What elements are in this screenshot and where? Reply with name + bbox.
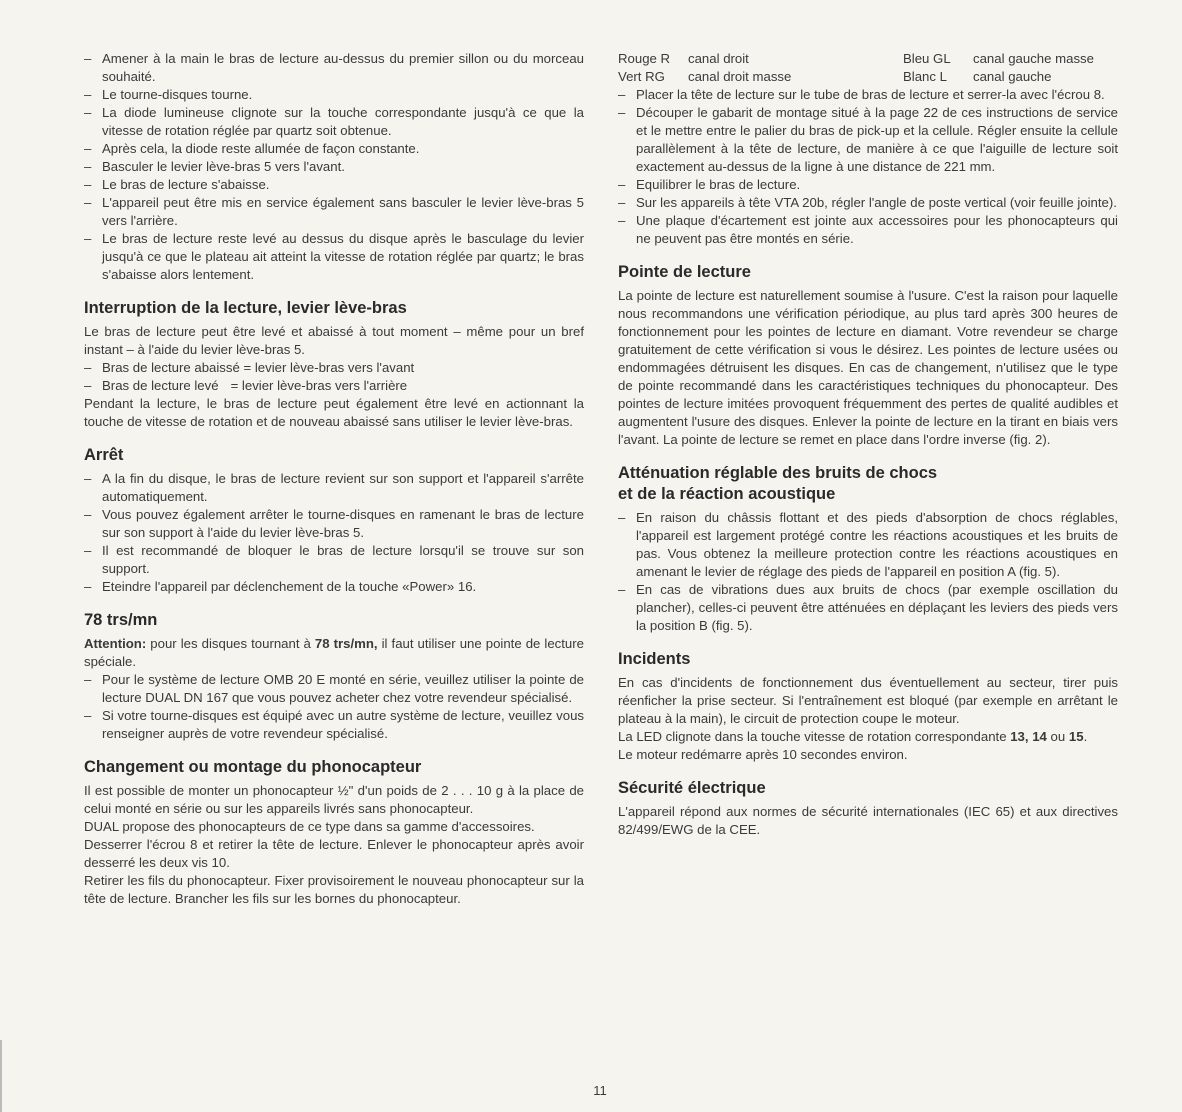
text: pour les disques tournant à	[146, 636, 315, 651]
list-item: – Amener à la main le bras de lecture au-dessus du premier sillon ou du morceau souhaité.	[84, 50, 584, 86]
list-item-text: Bras de lecture levé	[102, 378, 219, 393]
heading-line: Atténuation réglable des bruits de chocs	[618, 464, 938, 482]
list-item: – Equilibrer le bras de lecture.	[618, 176, 1118, 194]
paragraph: Desserrer l'écrou 8 et retirer la tête de lecture. Enlever le phonocapteur après avoir desserré les deux vis 10.	[84, 837, 584, 870]
lever-list	[84, 359, 584, 395]
wire-meaning: canal gauche masse	[973, 51, 1094, 66]
wire-meaning: canal gauche	[973, 69, 1052, 84]
section-heading-interruption: Interruption de la lecture, levier lève-bras	[84, 299, 407, 317]
list-item: – Sur les appareils à tête VTA 20b, régler l'angle de poste vertical (voir feuille jointe).	[618, 194, 1118, 212]
text: ou	[1046, 729, 1069, 744]
key-numbers: 13, 14	[1010, 729, 1047, 744]
paragraph: Il est possible de monter un phonocapteur ½" d'un poids de 2 . . . 10 g à la place de celui monté en série ou sur les appareils livrés sans phonocapteur.	[84, 783, 584, 816]
right-column	[618, 50, 1118, 839]
list-item-text: = levier lève-bras vers l'arrière	[230, 378, 408, 393]
page-number: 11	[593, 1083, 607, 1098]
attention-paragraph	[84, 635, 584, 671]
wire-meaning: canal droit masse	[688, 69, 792, 84]
arret-list	[84, 470, 584, 596]
text: La LED clignote dans la touche vitesse de rotation correspondante	[618, 729, 1011, 744]
list-item: – Vous pouvez également arrêter le tourne-disques en ramenant le bras de lecture sur son support à l'aide du levier lève-bras 5.	[84, 506, 584, 542]
led-paragraph	[618, 728, 1118, 746]
list-item: – Bras de lecture abaissé = levier lève-bras vers l'avant	[84, 359, 584, 377]
section-heading-incidents: Incidents	[618, 650, 691, 668]
list-item: – Découper le gabarit de montage situé à la page 22 de ces instructions de service et le mettre entre le palier du bras de pick-up et la cellule. Régler ensuite la cellule parallèlement à la tête de lecture, de manière à ce que l'aiguille de lecture soit exactement au-dessus de la ligne à une distance de 221 mm.	[618, 104, 1118, 176]
paragraph: Retirer les fils du phonocapteur. Fixer provisoirement le nouveau phonocapteur sur la tête de lecture. Brancher les fils sur les bornes du phonocapteur.	[84, 873, 584, 906]
paragraph: Le bras de lecture peut être levé et abaissé à tout moment – même pour un bref instant – à l'aide du levier lève-bras 5.	[84, 324, 584, 357]
list-item: – Après cela, la diode reste allumée de façon constante.	[84, 140, 584, 158]
list-item: – La diode lumineuse clignote sur la touche correspondante jusqu'à ce que la vitesse de rotation réglée par quartz soit obtenue.	[84, 104, 584, 140]
text: .	[1083, 729, 1088, 744]
list-item: – Le bras de lecture s'abaisse.	[84, 176, 584, 194]
attention-label: Attention:	[84, 636, 147, 651]
section-heading-changement: Changement ou montage du phonocapteur	[84, 758, 422, 776]
paragraph: En cas d'incidents de fonctionnement dus éventuellement au secteur, tirer puis réenficher la prise secteur. Si l'entraînement est bloqué (par exemple en arrêtant le plateau à la main), le circuit de protection coupe le moteur.	[618, 675, 1118, 726]
list-item: – Le tourne-disques tourne.	[84, 86, 584, 104]
wire-code: Rouge R	[618, 51, 671, 66]
speed-emphasis: 78 trs/mn,	[314, 636, 378, 651]
list-item: – En raison du châssis flottant et des pieds d'absorption de chocs réglables, l'appareil est largement protégé contre les réactions acoustiques et les bruits de pas. Vous obtenez la meilleure protection contre les réactions acoustiques en amenant le levier de réglage des pieds de l'appareil en position A (fig. 5).	[618, 509, 1118, 581]
list-item: – Il est recommandé de bloquer le bras de lecture lorsqu'il se trouve sur son support.	[84, 542, 584, 578]
list-item: – Placer la tête de lecture sur le tube de bras de lecture et serrer-la avec l'écrou 8.	[618, 86, 1118, 104]
paragraph: DUAL propose des phonocapteurs de ce type dans sa gamme d'accessoires.	[84, 819, 535, 834]
wire-code: Vert RG	[618, 69, 665, 84]
page-edge-mark	[0, 1040, 2, 1112]
left-column	[84, 50, 584, 908]
list-item: – Pour le système de lecture OMB 20 E monté en série, veuillez utiliser la pointe de lecture DUAL DN 167 que vous pouvez acheter chez votre revendeur spécialisé.	[84, 671, 584, 707]
intro-list	[84, 50, 584, 284]
paragraph: Pendant la lecture, le bras de lecture peut également être levé en actionnant la touche de vitesse de rotation et de nouveau abaissé sans utiliser le levier lève-bras.	[84, 396, 584, 429]
trs78-list	[84, 671, 584, 743]
section-heading-attenuation	[618, 463, 1118, 505]
list-item: – Eteindre l'appareil par déclenchement de la touche «Power» 16.	[84, 578, 584, 596]
paragraph: L'appareil répond aux normes de sécurité internationales (IEC 65) et aux directives 82/499/EWG de la CEE.	[618, 804, 1118, 837]
list-item: – En cas de vibrations dues aux bruits de chocs (par exemple oscillation du plancher), celles-ci peuvent être atténuées en déplaçant les leviers des pieds vers la position B (fig. 5).	[618, 581, 1118, 635]
wire-color-map	[618, 50, 1118, 86]
list-item: – Basculer le levier lève-bras 5 vers l'avant.	[84, 158, 584, 176]
text: il faut utiliser une pointe de lecture spéciale.	[84, 636, 584, 669]
list-item: – Une plaque d'écartement est jointe aux accessoires pour les phonocapteurs qui ne peuvent pas être montés en série.	[618, 212, 1118, 248]
wire-code: Bleu GL	[903, 51, 951, 66]
list-item: – Le bras de lecture reste levé au dessus du disque après le basculage du levier jusqu'à ce que le plateau ait atteint la vitesse de rotation réglée par quartz; le bras s'abaisse alors lentement.	[84, 230, 584, 284]
key-number: 15	[1068, 729, 1084, 744]
attenuation-list	[618, 509, 1118, 635]
heading-line: et de la réaction acoustique	[618, 485, 836, 503]
section-heading-pointe: Pointe de lecture	[618, 263, 751, 281]
wire-code: Blanc L	[903, 69, 947, 84]
mount-list	[618, 86, 1118, 248]
list-item	[84, 377, 584, 395]
list-item: – L'appareil peut être mis en service également sans basculer le levier lève-bras 5 vers l'arrière.	[84, 194, 584, 230]
list-item: – Si votre tourne-disques est équipé avec un autre système de lecture, veuillez vous renseigner auprès de votre revendeur spécialisé.	[84, 707, 584, 743]
paragraph: Le moteur redémarre après 10 secondes environ.	[618, 747, 908, 762]
section-heading-78: 78 trs/mn	[84, 611, 158, 629]
section-heading-securite: Sécurité électrique	[618, 779, 766, 797]
wire-meaning: canal droit	[688, 51, 749, 66]
list-item: – A la fin du disque, le bras de lecture revient sur son support et l'appareil s'arrête automatiquement.	[84, 470, 584, 506]
section-heading-arret: Arrêt	[84, 446, 124, 464]
paragraph: La pointe de lecture est naturellement soumise à l'usure. C'est la raison pour laquelle nous recommandons une vérification périodique, au plus tard après 300 heures de fonctionnement pour les pointes de lecture en diamant. Votre revendeur se charge gratuitement de cette vérification si vous le désirez. Les pointes de lecture usées ou endommagées détruisent les disques. En cas de changement, n'utilisez que le type de pointe recommandé dans les caractéristiques techniques du phonocapteur. Des pointes de lecture imitées provoquent fréquemment des pertes de qualité audibles et augmentent l'usure des disques. Enlever la pointe de lecture en la tirant en biais vers l'avant. La pointe de lecture se remet en place dans l'ordre inverse (fig. 2).	[618, 288, 1118, 447]
